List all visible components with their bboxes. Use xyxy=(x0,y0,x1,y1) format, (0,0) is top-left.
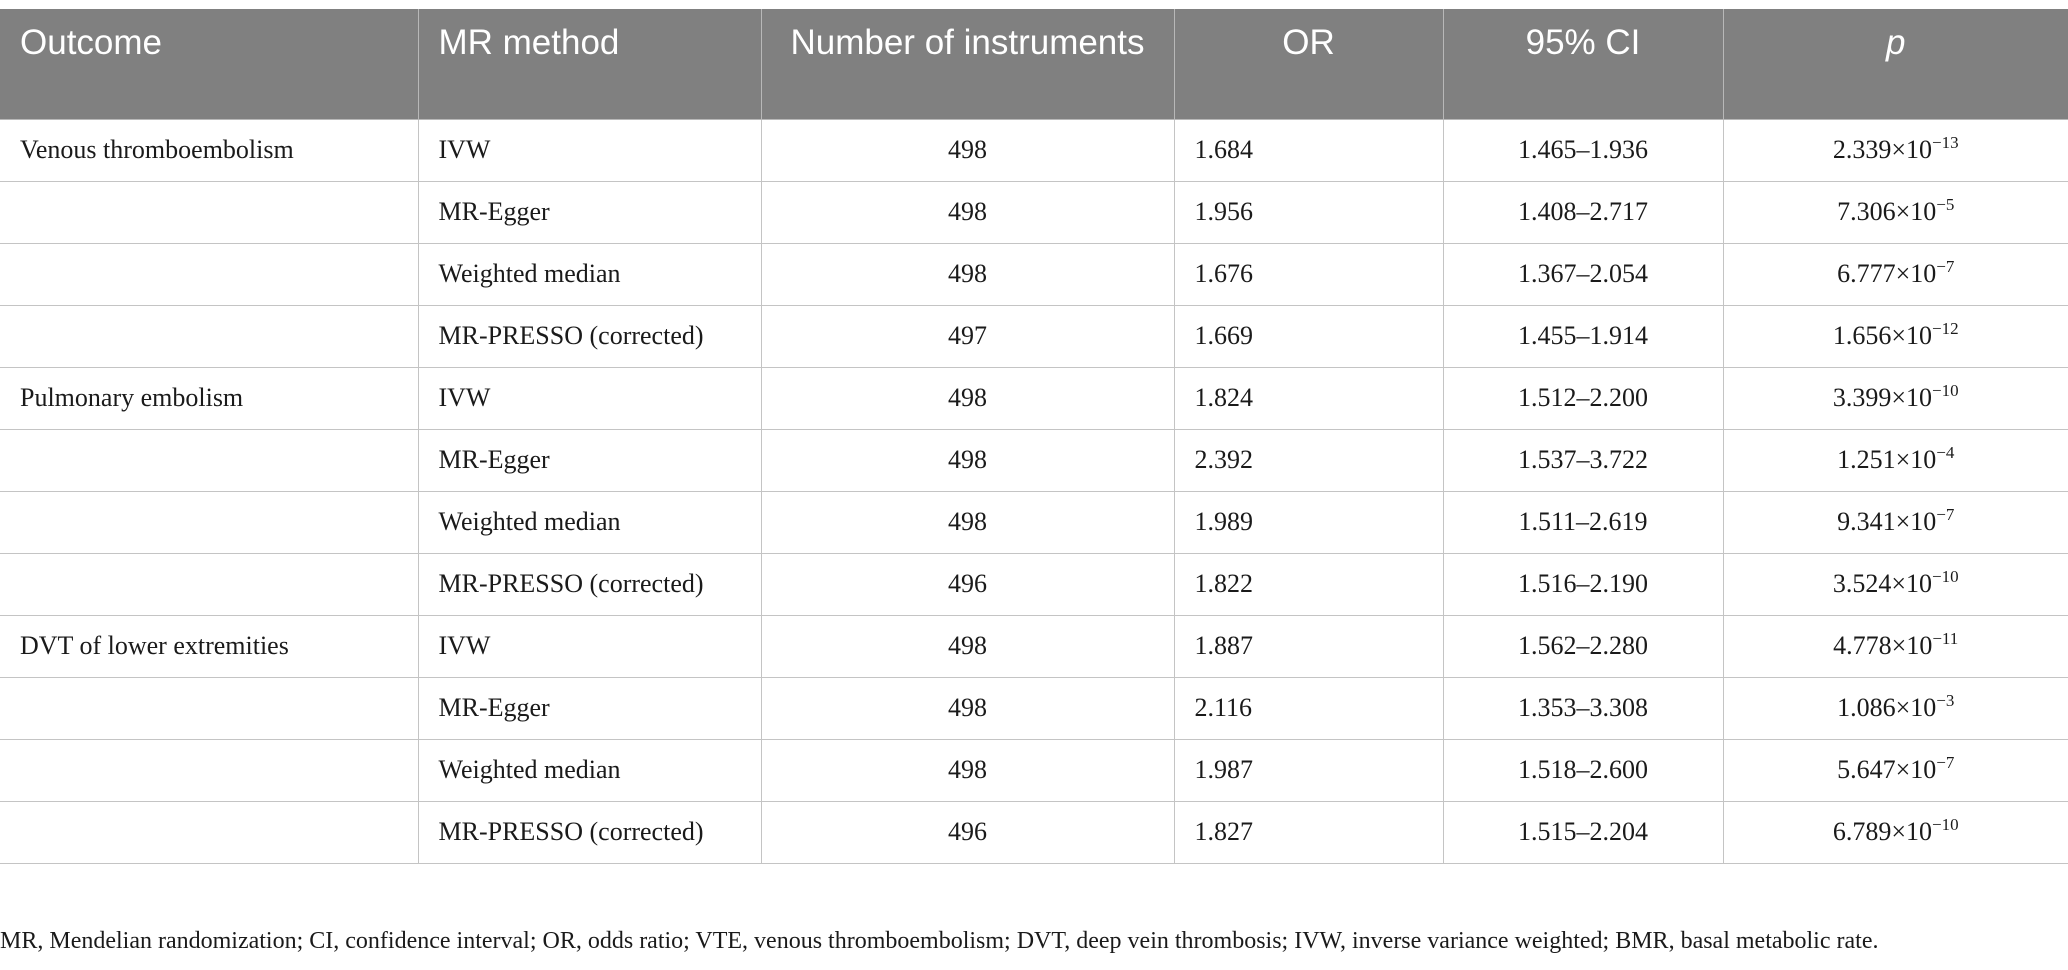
or-cell: 1.956 xyxy=(1174,181,1443,243)
outcome-cell xyxy=(0,305,418,367)
p-base: 10 xyxy=(1910,259,1937,288)
p-mantissa: 9.341 xyxy=(1837,507,1896,536)
header-or: OR xyxy=(1174,9,1443,119)
or-cell: 1.827 xyxy=(1174,801,1443,863)
p-base: 10 xyxy=(1910,507,1937,536)
p-exponent: −12 xyxy=(1932,319,1959,338)
p-mantissa: 6.777 xyxy=(1837,259,1896,288)
times-sign: × xyxy=(1891,817,1907,846)
mr-method-cell: IVW xyxy=(418,367,761,429)
table-footnote: MR, Mendelian randomization; CI, confidence interval; OR, odds ratio; VTE, venous thromboembolism; DVT, deep vein thrombosis; IVW, inverse variance weighted; BMR, basal metabolic rate. xyxy=(0,928,1879,954)
or-cell: 1.684 xyxy=(1174,119,1443,181)
p-value-cell xyxy=(1723,553,2068,615)
instruments-cell: 498 xyxy=(761,119,1174,181)
mr-method-cell: MR-PRESSO (corrected) xyxy=(418,553,761,615)
p-mantissa: 2.339 xyxy=(1832,135,1892,164)
instruments-cell: 498 xyxy=(761,429,1174,491)
times-sign: × xyxy=(1891,569,1907,598)
table-row xyxy=(0,429,2068,491)
outcome-cell xyxy=(0,181,418,243)
times-sign: × xyxy=(1895,507,1911,536)
p-mantissa: 5.647 xyxy=(1837,755,1896,784)
table-row xyxy=(0,615,2068,677)
times-sign: × xyxy=(1891,321,1907,350)
instruments-cell: 498 xyxy=(761,181,1174,243)
or-cell: 1.822 xyxy=(1174,553,1443,615)
p-base: 10 xyxy=(1910,693,1937,722)
outcome-cell xyxy=(0,739,418,801)
table-row xyxy=(0,367,2068,429)
p-base: 10 xyxy=(1906,569,1933,598)
mr-method-cell: MR-Egger xyxy=(418,677,761,739)
ci-cell: 1.465–1.936 xyxy=(1443,119,1723,181)
ci-cell: 1.537–3.722 xyxy=(1443,429,1723,491)
table-row xyxy=(0,119,2068,181)
or-cell: 1.676 xyxy=(1174,243,1443,305)
p-mantissa: 4.778 xyxy=(1833,631,1892,660)
instruments-cell: 498 xyxy=(761,491,1174,553)
outcome-cell: DVT of lower extremities xyxy=(0,615,418,677)
p-exponent: −4 xyxy=(1936,443,1955,462)
outcome-cell xyxy=(0,677,418,739)
or-cell: 2.116 xyxy=(1174,677,1443,739)
outcome-cell: Venous thromboembolism xyxy=(0,119,418,181)
ci-cell: 1.511–2.619 xyxy=(1443,491,1723,553)
p-mantissa: 1.251 xyxy=(1837,445,1896,474)
table-body xyxy=(0,119,2068,863)
p-exponent: −11 xyxy=(1932,629,1959,648)
table-row xyxy=(0,801,2068,863)
instruments-cell: 498 xyxy=(761,615,1174,677)
p-exponent: −10 xyxy=(1932,381,1959,400)
p-exponent: −10 xyxy=(1932,567,1959,586)
p-value-cell xyxy=(1723,739,2068,801)
instruments-cell: 498 xyxy=(761,677,1174,739)
instruments-cell: 498 xyxy=(761,739,1174,801)
outcome-cell xyxy=(0,553,418,615)
table-row xyxy=(0,181,2068,243)
mr-method-cell: MR-Egger xyxy=(418,181,761,243)
p-base: 10 xyxy=(1906,321,1933,350)
or-cell: 1.887 xyxy=(1174,615,1443,677)
p-exponent: −10 xyxy=(1932,815,1959,834)
header-outcome: Outcome xyxy=(0,9,418,119)
or-cell: 1.989 xyxy=(1174,491,1443,553)
p-base: 10 xyxy=(1910,445,1937,474)
instruments-cell: 496 xyxy=(761,801,1174,863)
ci-cell: 1.562–2.280 xyxy=(1443,615,1723,677)
table-row xyxy=(0,739,2068,801)
table-row xyxy=(0,243,2068,305)
ci-cell: 1.516–2.190 xyxy=(1443,553,1723,615)
p-exponent: −13 xyxy=(1932,133,1959,152)
instruments-cell: 496 xyxy=(761,553,1174,615)
times-sign: × xyxy=(1895,693,1911,722)
instruments-cell: 498 xyxy=(761,367,1174,429)
times-sign: × xyxy=(1895,259,1911,288)
p-value-cell xyxy=(1723,119,2068,181)
instruments-cell: 498 xyxy=(761,243,1174,305)
p-exponent: −3 xyxy=(1936,691,1955,710)
header-mr-method: MR method xyxy=(418,9,761,119)
times-sign: × xyxy=(1895,755,1911,784)
p-value-cell xyxy=(1723,181,2068,243)
ci-cell: 1.455–1.914 xyxy=(1443,305,1723,367)
p-mantissa: 3.399 xyxy=(1832,383,1892,412)
p-mantissa: 3.524 xyxy=(1832,569,1892,598)
p-value-cell xyxy=(1723,491,2068,553)
p-base: 10 xyxy=(1906,631,1933,660)
p-exponent: −7 xyxy=(1936,753,1955,772)
table-row xyxy=(0,677,2068,739)
p-value-cell xyxy=(1723,243,2068,305)
table-row xyxy=(0,305,2068,367)
mr-method-cell: MR-PRESSO (corrected) xyxy=(418,305,761,367)
p-exponent: −7 xyxy=(1936,257,1955,276)
ci-cell: 1.367–2.054 xyxy=(1443,243,1723,305)
table-row xyxy=(0,553,2068,615)
p-mantissa: 1.086 xyxy=(1837,693,1896,722)
p-base: 10 xyxy=(1906,817,1933,846)
results-table xyxy=(0,9,2068,864)
p-mantissa: 6.789 xyxy=(1832,817,1892,846)
ci-cell: 1.515–2.204 xyxy=(1443,801,1723,863)
p-mantissa: 7.306 xyxy=(1837,197,1896,226)
p-value-cell xyxy=(1723,429,2068,491)
p-base: 10 xyxy=(1906,383,1933,412)
header-p-value: p xyxy=(1723,9,2068,119)
p-value-cell xyxy=(1723,801,2068,863)
or-cell: 1.987 xyxy=(1174,739,1443,801)
p-value-cell xyxy=(1723,677,2068,739)
header-95-ci: 95% CI xyxy=(1443,9,1723,119)
times-sign: × xyxy=(1891,383,1907,412)
p-exponent: −7 xyxy=(1936,505,1955,524)
p-base: 10 xyxy=(1910,197,1937,226)
or-cell: 1.824 xyxy=(1174,367,1443,429)
p-value-cell xyxy=(1723,305,2068,367)
ci-cell: 1.512–2.200 xyxy=(1443,367,1723,429)
mr-method-cell: MR-PRESSO (corrected) xyxy=(418,801,761,863)
outcome-cell: Pulmonary embolism xyxy=(0,367,418,429)
p-exponent: −5 xyxy=(1936,195,1955,214)
outcome-cell xyxy=(0,491,418,553)
outcome-cell xyxy=(0,429,418,491)
times-sign: × xyxy=(1895,445,1911,474)
mr-method-cell: Weighted median xyxy=(418,491,761,553)
or-cell: 2.392 xyxy=(1174,429,1443,491)
p-value-cell xyxy=(1723,615,2068,677)
mr-method-cell: Weighted median xyxy=(418,739,761,801)
header-number-of-instruments: Number of instruments xyxy=(761,9,1174,119)
ci-cell: 1.408–2.717 xyxy=(1443,181,1723,243)
p-base: 10 xyxy=(1910,755,1937,784)
outcome-cell xyxy=(0,801,418,863)
ci-cell: 1.518–2.600 xyxy=(1443,739,1723,801)
p-mantissa: 1.656 xyxy=(1832,321,1892,350)
p-value-cell xyxy=(1723,367,2068,429)
mr-method-cell: IVW xyxy=(418,615,761,677)
mr-method-cell: IVW xyxy=(418,119,761,181)
mr-method-cell: MR-Egger xyxy=(418,429,761,491)
outcome-cell xyxy=(0,243,418,305)
times-sign: × xyxy=(1895,197,1911,226)
ci-cell: 1.353–3.308 xyxy=(1443,677,1723,739)
times-sign: × xyxy=(1891,631,1907,660)
mr-method-cell: Weighted median xyxy=(418,243,761,305)
header-row xyxy=(0,9,2068,119)
times-sign: × xyxy=(1891,135,1907,164)
or-cell: 1.669 xyxy=(1174,305,1443,367)
p-base: 10 xyxy=(1906,135,1933,164)
instruments-cell: 497 xyxy=(761,305,1174,367)
table-row xyxy=(0,491,2068,553)
